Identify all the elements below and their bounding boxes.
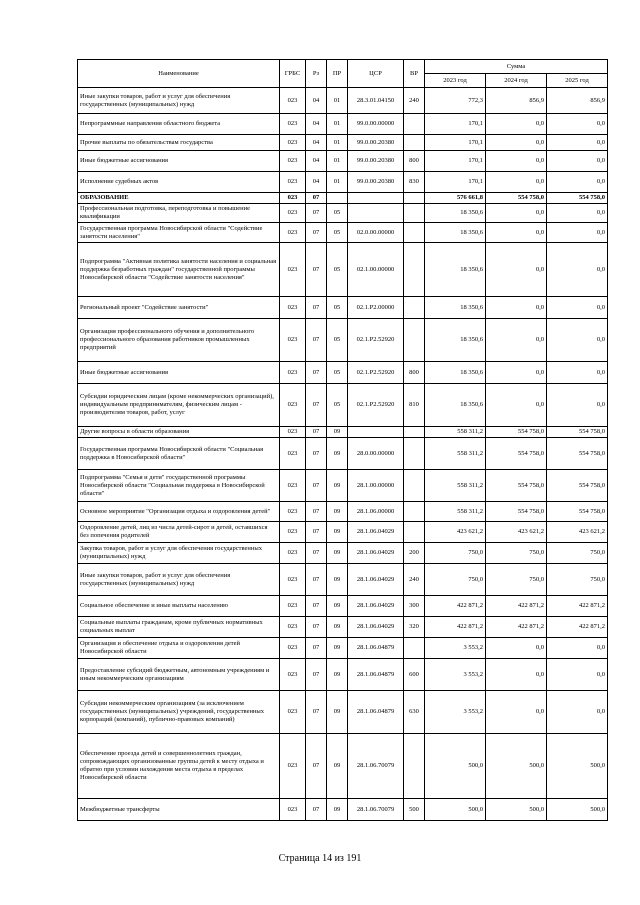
cell-2024: 0,0 <box>486 135 547 151</box>
cell-2024: 0,0 <box>486 659 547 691</box>
table-row <box>78 522 608 543</box>
cell-2023: 170,1 <box>425 151 486 172</box>
cell-2025: 750,0 <box>547 564 608 596</box>
cell-name: Социальное обеспечение и иные выплаты населению <box>78 596 280 617</box>
cell-pr: 05 <box>327 362 348 384</box>
cell-vr <box>404 522 425 543</box>
cell-2025: 554 758,0 <box>547 502 608 522</box>
cell-2024: 423 621,2 <box>486 522 547 543</box>
cell-csr: 02.1.P2.52920 <box>348 384 404 427</box>
cell-grbs: 023 <box>280 638 306 659</box>
cell-name: Субсидии юридическим лицам (кроме некоммерческих организаций), индивидуальным предпринимателям, физическим лицам - производителям товаров, работ, услуг <box>78 384 280 427</box>
cell-2025: 423 621,2 <box>547 522 608 543</box>
cell-grbs: 023 <box>280 522 306 543</box>
cell-2024: 0,0 <box>486 638 547 659</box>
cell-name: Закупка товаров, работ и услуг для обеспечения государственных (муниципальных) нужд <box>78 543 280 564</box>
cell-pr: 09 <box>327 596 348 617</box>
table-row <box>78 172 608 193</box>
cell-grbs: 023 <box>280 427 306 438</box>
cell-2024: 856,9 <box>486 88 547 114</box>
table-row <box>78 659 608 691</box>
cell-vr <box>404 135 425 151</box>
cell-pr: 09 <box>327 691 348 734</box>
cell-grbs: 023 <box>280 223 306 243</box>
cell-vr <box>404 502 425 522</box>
col-header-grbs: ГРБС <box>280 60 306 88</box>
cell-2025: 500,0 <box>547 734 608 799</box>
cell-2023: 3 553,2 <box>425 638 486 659</box>
cell-2023: 558 311,2 <box>425 427 486 438</box>
cell-rz: 07 <box>306 522 327 543</box>
cell-2024: 750,0 <box>486 543 547 564</box>
cell-rz: 07 <box>306 384 327 427</box>
budget-table <box>77 59 608 821</box>
cell-rz: 04 <box>306 172 327 193</box>
cell-pr: 09 <box>327 502 348 522</box>
cell-vr: 630 <box>404 691 425 734</box>
cell-vr: 810 <box>404 384 425 427</box>
cell-2023: 423 621,2 <box>425 522 486 543</box>
cell-2024: 0,0 <box>486 114 547 135</box>
cell-rz: 07 <box>306 502 327 522</box>
table-row <box>78 243 608 297</box>
cell-2024: 554 758,0 <box>486 427 547 438</box>
cell-grbs: 023 <box>280 135 306 151</box>
cell-pr: 09 <box>327 617 348 638</box>
cell-rz: 07 <box>306 297 327 319</box>
cell-grbs: 023 <box>280 564 306 596</box>
cell-name: Организация и обеспечение отдыха и оздоровления детей Новосибирской области <box>78 638 280 659</box>
cell-2024: 0,0 <box>486 243 547 297</box>
cell-vr <box>404 427 425 438</box>
table-row <box>78 297 608 319</box>
cell-2025: 0,0 <box>547 151 608 172</box>
col-header-pr: ПР <box>327 60 348 88</box>
cell-rz: 04 <box>306 135 327 151</box>
cell-2025: 0,0 <box>547 638 608 659</box>
cell-grbs: 023 <box>280 438 306 470</box>
cell-pr: 01 <box>327 172 348 193</box>
cell-name: Государственная программа Новосибирской области "Содействие занятости населения" <box>78 223 280 243</box>
cell-vr <box>404 734 425 799</box>
cell-2024: 554 758,0 <box>486 470 547 502</box>
col-header-2023: 2023 год <box>425 74 486 88</box>
cell-2023: 3 553,2 <box>425 659 486 691</box>
cell-2023: 18 350,6 <box>425 243 486 297</box>
cell-csr: 28.1.06.04029 <box>348 596 404 617</box>
cell-2023: 18 350,6 <box>425 223 486 243</box>
cell-2023: 170,1 <box>425 135 486 151</box>
cell-2023: 18 350,6 <box>425 297 486 319</box>
cell-rz: 07 <box>306 596 327 617</box>
cell-grbs: 023 <box>280 502 306 522</box>
cell-rz: 07 <box>306 319 327 362</box>
cell-csr: 28.1.06.70079 <box>348 734 404 799</box>
cell-vr <box>404 114 425 135</box>
cell-name: Иные закупки товаров, работ и услуг для обеспечения государственных (муниципальных) нужд <box>78 564 280 596</box>
cell-rz: 04 <box>306 151 327 172</box>
cell-2024: 0,0 <box>486 691 547 734</box>
cell-grbs: 023 <box>280 470 306 502</box>
cell-grbs: 023 <box>280 362 306 384</box>
cell-csr <box>348 427 404 438</box>
col-header-rz: Рз <box>306 60 327 88</box>
table-row <box>78 502 608 522</box>
cell-csr: 02.1.00.00000 <box>348 243 404 297</box>
table-row <box>78 799 608 821</box>
cell-rz: 07 <box>306 427 327 438</box>
cell-2024: 554 758,0 <box>486 193 547 204</box>
cell-vr <box>404 204 425 223</box>
cell-2023: 558 311,2 <box>425 438 486 470</box>
cell-vr <box>404 243 425 297</box>
cell-csr: 02.0.00.00000 <box>348 223 404 243</box>
cell-name: Субсидии некоммерческим организациям (за исключением государственных (муниципальных) учреждений, государственных корпораций (компаний), публично-правовых компаний) <box>78 691 280 734</box>
cell-pr: 09 <box>327 543 348 564</box>
cell-name: Профессиональная подготовка, переподготовка и повышение квалификации <box>78 204 280 223</box>
cell-pr: 09 <box>327 427 348 438</box>
cell-csr: 28.1.06.70079 <box>348 799 404 821</box>
cell-2023: 422 871,2 <box>425 617 486 638</box>
cell-2025: 0,0 <box>547 384 608 427</box>
cell-2025: 554 758,0 <box>547 438 608 470</box>
table-row <box>78 638 608 659</box>
table-row <box>78 135 608 151</box>
cell-vr <box>404 297 425 319</box>
cell-2025: 750,0 <box>547 543 608 564</box>
cell-rz: 04 <box>306 88 327 114</box>
cell-2023: 558 311,2 <box>425 470 486 502</box>
cell-csr <box>348 193 404 204</box>
table-row <box>78 204 608 223</box>
cell-grbs: 023 <box>280 193 306 204</box>
cell-name: Обеспечение проезда детей и совершеннолетних граждан, сопровождающих организованные группы детей к месту отдыха и обратно при условии нахождения места отдыха в пределах Новосибирской области <box>78 734 280 799</box>
table-row <box>78 193 608 204</box>
cell-2024: 554 758,0 <box>486 502 547 522</box>
cell-grbs: 023 <box>280 204 306 223</box>
cell-name: Иные бюджетные ассигнования <box>78 151 280 172</box>
cell-name: Оздоровление детей, лиц из числа детей-сирот и детей, оставшихся без попечения родителей <box>78 522 280 543</box>
cell-rz: 07 <box>306 734 327 799</box>
cell-pr: 09 <box>327 659 348 691</box>
cell-2023: 18 350,6 <box>425 362 486 384</box>
cell-2024: 0,0 <box>486 319 547 362</box>
cell-2023: 18 350,6 <box>425 204 486 223</box>
table-row <box>78 617 608 638</box>
col-header-2024: 2024 год <box>486 74 547 88</box>
cell-2025: 0,0 <box>547 319 608 362</box>
cell-grbs: 023 <box>280 297 306 319</box>
cell-name: Межбюджетные трансферты <box>78 799 280 821</box>
cell-grbs: 023 <box>280 243 306 297</box>
cell-pr: 05 <box>327 243 348 297</box>
cell-2024: 500,0 <box>486 734 547 799</box>
cell-2025: 0,0 <box>547 172 608 193</box>
cell-vr: 320 <box>404 617 425 638</box>
table-row <box>78 88 608 114</box>
cell-2024: 0,0 <box>486 223 547 243</box>
cell-name: Иные закупки товаров, работ и услуг для обеспечения государственных (муниципальных) нужд <box>78 88 280 114</box>
cell-pr: 09 <box>327 799 348 821</box>
cell-rz: 07 <box>306 543 327 564</box>
cell-vr: 240 <box>404 564 425 596</box>
table-header <box>78 60 608 88</box>
cell-pr: 09 <box>327 470 348 502</box>
cell-2024: 0,0 <box>486 362 547 384</box>
table-row <box>78 114 608 135</box>
cell-2024: 0,0 <box>486 204 547 223</box>
table-row <box>78 734 608 799</box>
cell-csr: 99.0.00.00000 <box>348 114 404 135</box>
cell-grbs: 023 <box>280 88 306 114</box>
cell-2025: 0,0 <box>547 362 608 384</box>
cell-2023: 18 350,6 <box>425 384 486 427</box>
cell-pr: 05 <box>327 204 348 223</box>
cell-vr: 200 <box>404 543 425 564</box>
cell-pr <box>327 193 348 204</box>
cell-csr: 28.1.06.04029 <box>348 522 404 543</box>
cell-2024: 422 871,2 <box>486 617 547 638</box>
cell-name: Подпрограмма "Семья и дети" государственной программы Новосибирской области "Социальная поддержка в Новосибирской области" <box>78 470 280 502</box>
cell-csr: 99.0.00.20380 <box>348 135 404 151</box>
table-row <box>78 319 608 362</box>
table-row <box>78 596 608 617</box>
cell-2025: 0,0 <box>547 223 608 243</box>
cell-2025: 554 758,0 <box>547 193 608 204</box>
cell-pr: 01 <box>327 151 348 172</box>
table-row <box>78 223 608 243</box>
cell-name: Региональный проект "Содействие занятости" <box>78 297 280 319</box>
cell-grbs: 023 <box>280 691 306 734</box>
cell-2023: 170,1 <box>425 172 486 193</box>
cell-grbs: 023 <box>280 617 306 638</box>
cell-2024: 0,0 <box>486 172 547 193</box>
cell-2024: 0,0 <box>486 151 547 172</box>
cell-rz: 07 <box>306 638 327 659</box>
cell-grbs: 023 <box>280 319 306 362</box>
cell-2023: 750,0 <box>425 564 486 596</box>
cell-name: Подпрограмма "Активная политика занятости населения и социальная поддержка безработных граждан" государственной программы Новосибирской области "Содействие занятости населения" <box>78 243 280 297</box>
cell-name: ОБРАЗОВАНИЕ <box>78 193 280 204</box>
cell-2024: 500,0 <box>486 799 547 821</box>
cell-vr: 800 <box>404 362 425 384</box>
cell-name: Иные бюджетные ассигнования <box>78 362 280 384</box>
cell-rz: 07 <box>306 659 327 691</box>
cell-csr: 02.1.P2.52920 <box>348 362 404 384</box>
cell-grbs: 023 <box>280 799 306 821</box>
cell-csr: 28.0.00.00000 <box>348 438 404 470</box>
cell-csr: 28.1.06.04029 <box>348 617 404 638</box>
table-row <box>78 384 608 427</box>
cell-pr: 09 <box>327 734 348 799</box>
col-header-2025: 2025 год <box>547 74 608 88</box>
cell-pr: 05 <box>327 297 348 319</box>
cell-vr: 240 <box>404 88 425 114</box>
cell-2025: 0,0 <box>547 659 608 691</box>
cell-csr: 28.1.06.04029 <box>348 564 404 596</box>
cell-2025: 0,0 <box>547 114 608 135</box>
cell-rz: 07 <box>306 204 327 223</box>
cell-vr: 830 <box>404 172 425 193</box>
cell-csr: 28.1.06.04879 <box>348 691 404 734</box>
table-body <box>78 88 608 821</box>
cell-vr <box>404 193 425 204</box>
cell-pr: 09 <box>327 638 348 659</box>
cell-name: Исполнение судебных актов <box>78 172 280 193</box>
cell-2023: 500,0 <box>425 799 486 821</box>
cell-2023: 422 871,2 <box>425 596 486 617</box>
table-row <box>78 151 608 172</box>
cell-grbs: 023 <box>280 151 306 172</box>
cell-pr: 05 <box>327 384 348 427</box>
cell-csr <box>348 204 404 223</box>
cell-rz: 07 <box>306 470 327 502</box>
col-header-name: Наименование <box>78 60 280 88</box>
table-row <box>78 438 608 470</box>
cell-2025: 0,0 <box>547 297 608 319</box>
cell-2023: 772,3 <box>425 88 486 114</box>
cell-rz: 07 <box>306 438 327 470</box>
cell-2025: 856,9 <box>547 88 608 114</box>
cell-pr: 01 <box>327 88 348 114</box>
cell-2025: 0,0 <box>547 691 608 734</box>
cell-vr: 800 <box>404 151 425 172</box>
col-header-sum: Сумма <box>425 60 608 74</box>
cell-grbs: 023 <box>280 659 306 691</box>
table-row <box>78 564 608 596</box>
cell-csr: 28.3.01.04150 <box>348 88 404 114</box>
cell-rz: 07 <box>306 691 327 734</box>
cell-grbs: 023 <box>280 384 306 427</box>
table-row <box>78 470 608 502</box>
cell-rz: 07 <box>306 362 327 384</box>
cell-2023: 500,0 <box>425 734 486 799</box>
cell-vr <box>404 470 425 502</box>
cell-vr: 500 <box>404 799 425 821</box>
cell-grbs: 023 <box>280 172 306 193</box>
table-row <box>78 543 608 564</box>
cell-pr: 05 <box>327 223 348 243</box>
table-row <box>78 427 608 438</box>
cell-2023: 18 350,6 <box>425 319 486 362</box>
cell-rz: 07 <box>306 564 327 596</box>
cell-2025: 422 871,2 <box>547 596 608 617</box>
cell-vr: 600 <box>404 659 425 691</box>
cell-2023: 750,0 <box>425 543 486 564</box>
cell-csr: 99.0.00.20380 <box>348 151 404 172</box>
cell-csr: 28.1.06.04879 <box>348 638 404 659</box>
cell-2023: 3 553,2 <box>425 691 486 734</box>
cell-name: Предоставление субсидий бюджетным, автономным учреждениям и иным некоммерческим организациям <box>78 659 280 691</box>
cell-name: Социальные выплаты гражданам, кроме публичных нормативных социальных выплат <box>78 617 280 638</box>
cell-grbs: 023 <box>280 596 306 617</box>
col-header-vr: ВР <box>404 60 425 88</box>
cell-rz: 07 <box>306 617 327 638</box>
cell-2024: 422 871,2 <box>486 596 547 617</box>
cell-csr: 02.1.P2.52920 <box>348 319 404 362</box>
cell-grbs: 023 <box>280 114 306 135</box>
cell-rz: 07 <box>306 223 327 243</box>
cell-name: Непрограммные направления областного бюджета <box>78 114 280 135</box>
cell-rz: 07 <box>306 243 327 297</box>
cell-pr: 05 <box>327 319 348 362</box>
cell-csr: 28.1.06.04879 <box>348 659 404 691</box>
cell-csr: 28.1.00.00000 <box>348 470 404 502</box>
cell-name: Государственная программа Новосибирской области "Социальная поддержка в Новосибирской области" <box>78 438 280 470</box>
cell-csr: 02.1.P2.00000 <box>348 297 404 319</box>
cell-2025: 0,0 <box>547 243 608 297</box>
cell-rz: 07 <box>306 799 327 821</box>
cell-2023: 170,1 <box>425 114 486 135</box>
cell-2024: 0,0 <box>486 384 547 427</box>
cell-2025: 422 871,2 <box>547 617 608 638</box>
cell-pr: 01 <box>327 135 348 151</box>
cell-2025: 0,0 <box>547 204 608 223</box>
cell-2024: 0,0 <box>486 297 547 319</box>
cell-2023: 558 311,2 <box>425 502 486 522</box>
cell-2024: 554 758,0 <box>486 438 547 470</box>
cell-vr <box>404 223 425 243</box>
cell-grbs: 023 <box>280 734 306 799</box>
cell-pr: 01 <box>327 114 348 135</box>
cell-2025: 554 758,0 <box>547 427 608 438</box>
cell-name: Организация профессионального обучения и дополнительного профессионального образования работников промышленных предприятий <box>78 319 280 362</box>
cell-name: Другие вопросы в области образования <box>78 427 280 438</box>
cell-2023: 576 661,8 <box>425 193 486 204</box>
cell-csr: 28.1.06.00000 <box>348 502 404 522</box>
col-header-csr: ЦСР <box>348 60 404 88</box>
cell-2025: 500,0 <box>547 799 608 821</box>
cell-name: Основное мероприятие "Организация отдыха и оздоровления детей" <box>78 502 280 522</box>
cell-grbs: 023 <box>280 543 306 564</box>
table-row <box>78 362 608 384</box>
cell-name: Прочие выплаты по обязательствам государства <box>78 135 280 151</box>
cell-pr: 09 <box>327 522 348 543</box>
cell-rz: 04 <box>306 114 327 135</box>
page-number: Страница 14 из 191 <box>278 853 362 864</box>
cell-vr <box>404 638 425 659</box>
cell-2025: 0,0 <box>547 135 608 151</box>
cell-2024: 750,0 <box>486 564 547 596</box>
cell-csr: 28.1.06.04029 <box>348 543 404 564</box>
cell-vr <box>404 438 425 470</box>
table-row <box>78 691 608 734</box>
cell-2025: 554 758,0 <box>547 470 608 502</box>
cell-vr <box>404 319 425 362</box>
cell-vr: 300 <box>404 596 425 617</box>
cell-pr: 09 <box>327 564 348 596</box>
cell-csr: 99.0.00.20380 <box>348 172 404 193</box>
cell-rz: 07 <box>306 193 327 204</box>
cell-pr: 09 <box>327 438 348 470</box>
budget-table-sheet <box>77 59 607 821</box>
